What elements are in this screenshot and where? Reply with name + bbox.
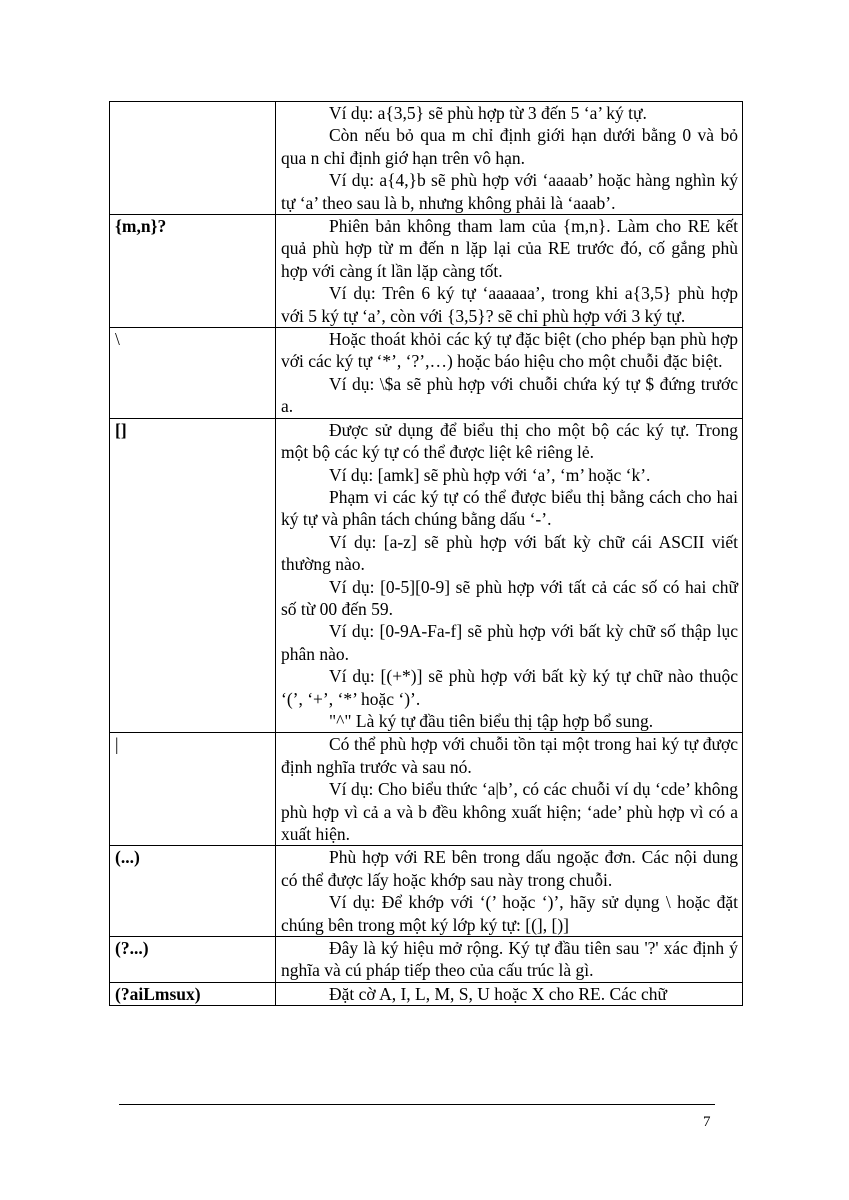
regex-symbol: [] [110,418,276,733]
regex-symbol: (...) [110,846,276,937]
description-paragraph: Ví dụ: [amk] sẽ phù hợp với ‘a’, ‘m’ hoặc ‘k’. [329,464,651,485]
regex-symbol: (?...) [110,937,276,983]
description-paragraph: Ví dụ: \$a sẽ phù hợp với chuỗi chứa ký tự $ đứng trước a. [281,373,738,417]
description-paragraph: Ví dụ: Trên 6 ký tự ‘aaaaaa’, trong khi a{3,5} phù hợp với 5 ký tự ‘a’, còn với {3,5}? sẽ chỉ phù hợp với 3 ký tự. [281,283,738,326]
regex-description [276,418,743,733]
description-paragraph: Ví dụ: a{3,5} sẽ phù hợp từ 3 đến 5 ‘a’ ký tự. [329,103,647,123]
table-row [110,937,743,983]
description-paragraph: Còn nếu bỏ qua m chỉ định giới hạn dưới bằng 0 và bỏ qua n chỉ định giớ hạn trên vô hạn. [281,125,738,168]
description-paragraph: Có thể phù hợp với chuỗi tồn tại một trong hai ký tự được định nghĩa trước và sau nó. [281,734,738,777]
regex-description [276,215,743,328]
table-row [110,215,743,328]
regex-description [276,102,743,215]
table-row [110,846,743,937]
regex-description [276,982,743,1005]
description-paragraph: Đặt cờ A, I, L, M, S, U hoặc X cho RE. Các chữ [329,983,668,1004]
description-paragraph: Ví dụ: a{4,}b sẽ phù hợp với ‘aaaab’ hoặc hàng nghìn ký tự ‘a’ theo sau là b, nhưng không phải là ‘aaab’. [281,170,738,213]
description-paragraph: Ví dụ: [(+*)] sẽ phù hợp với bất kỳ ký tự chữ nào thuộc ‘(’, ‘+’, ‘*’ hoặc ‘)’. [281,666,738,709]
description-paragraph: Ví dụ: [0-9A-Fa-f] sẽ phù hợp với bất kỳ chữ số thập lục phân nào. [281,621,738,664]
description-paragraph: "^" Là ký tự đầu tiên biểu thị tập hợp bổ sung. [329,710,654,731]
table-row [110,733,743,846]
regex-syntax-table [109,101,743,1006]
description-paragraph: Phù hợp với RE bên trong dấu ngoặc đơn. Các nội dung có thể được lấy hoặc khớp sau này trong chuỗi. [281,847,738,890]
regex-description [276,846,743,937]
page-number: 7 [703,1114,711,1130]
table-row [110,418,743,733]
description-paragraph: Ví dụ: Để khớp với ‘(’ hoặc ‘)’, hãy sử dụng \ hoặc đặt chúng bên trong một ký lớp ký tự: [(], [)] [281,892,738,935]
table-row [110,982,743,1005]
regex-description [276,328,743,419]
description-paragraph: Ví dụ: [0-5][0-9] sẽ phù hợp với tất cả các số có hai chữ số từ 00 đến 59. [281,576,738,619]
description-paragraph: Đây là ký hiệu mở rộng. Ký tự đầu tiên sau '?' xác định ý nghĩa và cú pháp tiếp theo của cấu trúc là gì. [281,938,738,981]
description-paragraph: Ví dụ: Cho biểu thức ‘a|b’, có các chuỗi ví dụ ‘cde’ không phù hợp vì cả a và b đều không xuất hiện; ‘ade’ phù hợp vì có a xuất hiện. [281,779,738,844]
regex-symbol [110,102,276,215]
regex-symbol: (?aiLmsux) [110,982,276,1005]
description-paragraph: Hoặc thoát khỏi các ký tự đặc biệt (cho phép bạn phù hợp với các ký tự ‘*’, ‘?’,…) hoặc báo hiệu cho một chuỗi đặc biệt. [281,329,738,372]
regex-description [276,937,743,983]
regex-description [276,733,743,846]
footer-rule [119,1104,715,1105]
description-paragraph: Phạm vi các ký tự có thể được biểu thị bằng cách cho hai ký tự và phân tách chúng bằng dấu ‘-’. [281,486,738,530]
description-paragraph: Ví dụ: [a-z] sẽ phù hợp với bất kỳ chữ cái ASCII viết thường nào. [281,531,738,575]
description-paragraph: Được sử dụng để biểu thị cho một bộ các ký tự. Trong một bộ các ký tự có thể được liệt kê riêng lẻ. [281,419,738,463]
table-row [110,328,743,419]
regex-symbol: \ [110,328,276,419]
description-paragraph: Phiên bản không tham lam của {m,n}. Làm cho RE kết quả phù hợp từ m đến n lặp lại của RE trước đó, cố gắng phù hợp với càng ít lần lặp càng tốt. [281,216,738,281]
regex-symbol: | [110,733,276,846]
regex-symbol: {m,n}? [110,215,276,328]
table-body [110,102,743,1006]
table-row [110,102,743,215]
